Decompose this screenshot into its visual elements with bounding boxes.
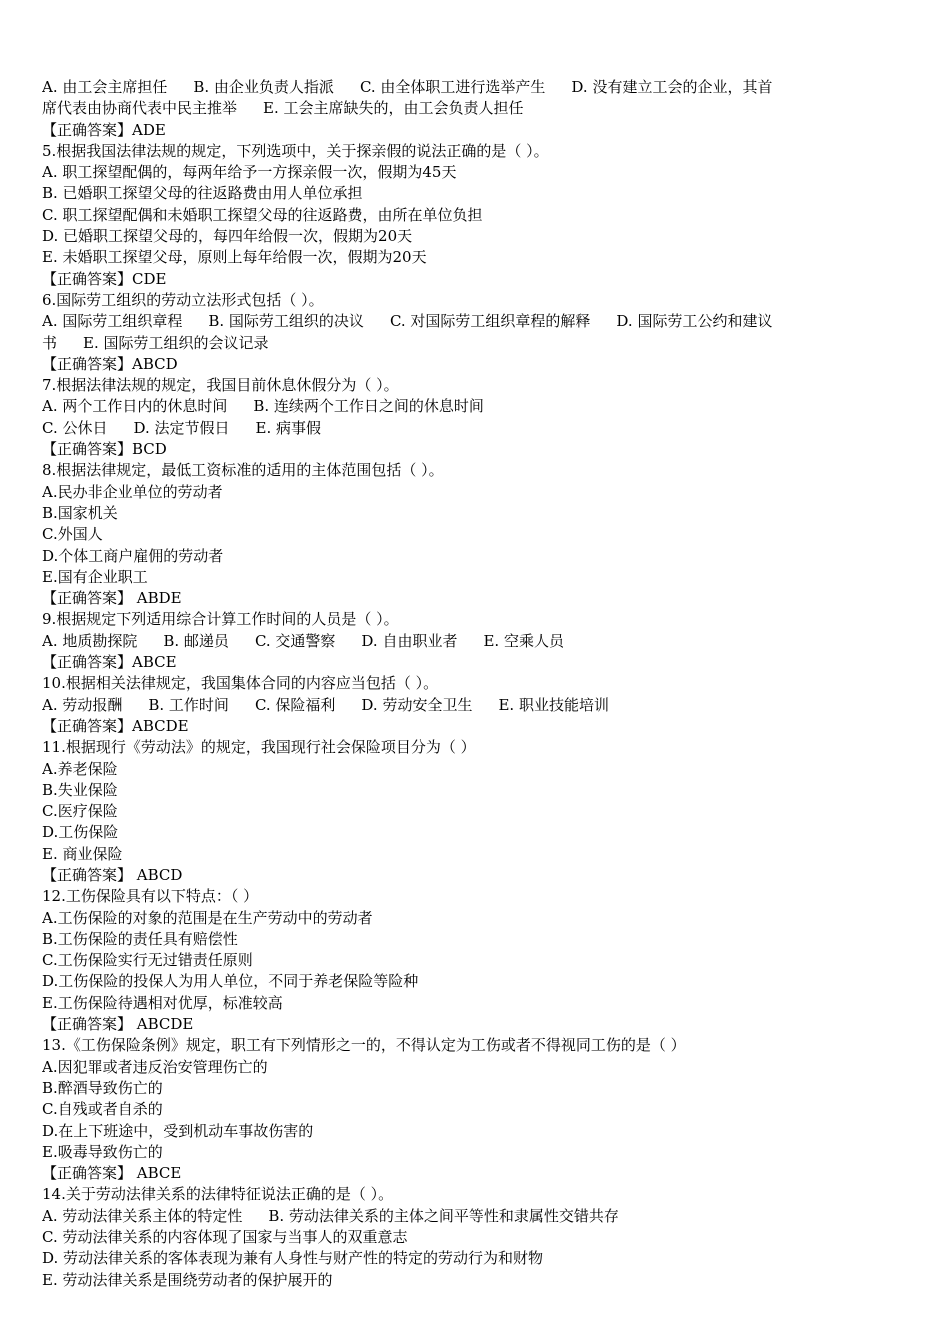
option-line (42, 1206, 910, 1227)
answer-line: 【正确答案】ABCDE (42, 716, 189, 735)
option-text: A. 劳动报酬 (42, 695, 123, 714)
text-line: 8.根据法律规定，最低工资标准的适用的主体范围包括（ ）。 (42, 461, 444, 480)
option-text: B. 工作时间 (148, 695, 229, 714)
option-text: B. 国际劳工组织的决议 (208, 312, 364, 331)
text-line: 5.根据我国法律法规的规定，下列选项中，关于探亲假的说法正确的是（ ）。 (42, 141, 549, 160)
option-line (42, 77, 910, 98)
answer-line: 【正确答案】 ABDE (42, 589, 182, 608)
text-line: 9.根据规定下列适用综合计算工作时间的人员是（ ）。 (42, 610, 399, 629)
text-line: B.工伤保险的责任具有赔偿性 (42, 929, 238, 948)
option-text: E. 工会主席缺失的，由工会负责人担任 (263, 99, 524, 118)
option-text: 书 (42, 333, 58, 352)
text-line: D.工伤保险 (42, 823, 119, 842)
answer-line: 【正确答案】 ABCDE (42, 1015, 194, 1034)
text-line: E. 商业保险 (42, 844, 123, 863)
option-text: D. 没有建立工会的企业，其首 (571, 78, 773, 96)
text-line: B.醉酒导致伤亡的 (42, 1078, 163, 1097)
text-line: C.工伤保险实行无过错责任原则 (42, 951, 253, 970)
option-text: C. 交通警察 (254, 631, 336, 650)
option-text: D. 劳动安全卫生 (361, 695, 473, 714)
text-line: C.医疗保险 (42, 802, 118, 821)
answer-line: 【正确答案】CDE (42, 269, 167, 288)
option-text: A. 两个工作日内的休息时间 (42, 397, 228, 416)
text-line: 12.工伤保险具有以下特点：（ ） (42, 887, 259, 906)
option-text: D. 法定节假日 (133, 418, 230, 437)
option-line (42, 311, 910, 332)
text-line: C.自残或者自杀的 (42, 1100, 163, 1119)
answer-line: 【正确答案】 ABCD (42, 865, 183, 884)
option-text: A. 由工会主席担任 (42, 78, 168, 96)
option-text: C. 保险福利 (254, 695, 336, 714)
text-line: 13.《工伤保险条例》规定，职工有下列情形之一的，不得认定为工伤或者不得视同工伤的是（ ） (42, 1036, 686, 1055)
text-line: E. 未婚职工探望父母，原则上每年给假一次，假期为20天 (42, 248, 427, 267)
text-line: E.吸毒导致伤亡的 (42, 1142, 163, 1161)
option-text: B. 连续两个工作日之间的休息时间 (253, 397, 484, 416)
text-line: C. 职工探望配偶和未婚职工探望父母的往返路费，由所在单位负担 (42, 205, 483, 224)
option-text: E. 国际劳工组织的会议记录 (83, 333, 269, 352)
option-line (42, 631, 910, 652)
answer-line: 【正确答案】ADE (42, 120, 166, 139)
text-line: C.外国人 (42, 525, 103, 544)
text-line: E.工伤保险待遇相对优厚，标准较高 (42, 993, 283, 1012)
text-line: 6.国际劳工组织的劳动立法形式包括（ ）。 (42, 290, 324, 309)
text-line: A.养老保险 (42, 759, 118, 778)
text-line: B. 已婚职工探望父母的往返路费由用人单位承担 (42, 184, 363, 203)
text-line: 14.关于劳动法律关系的法律特征说法正确的是（ ）。 (42, 1185, 394, 1204)
option-line (42, 98, 910, 119)
option-text: D. 国际劳工公约和建议 (616, 312, 773, 331)
text-line: A. 职工探望配偶的，每两年给予一方探亲假一次，假期为45天 (42, 163, 457, 182)
answer-line: 【正确答案】 ABCE (42, 1164, 182, 1183)
option-line (42, 418, 910, 439)
answer-line: 【正确答案】ABCD (42, 354, 178, 373)
option-line (42, 333, 910, 354)
option-text: C. 公休日 (42, 418, 108, 437)
text-line: A.民办非企业单位的劳动者 (42, 482, 223, 501)
text-line: 11.根据现行《劳动法》的规定，我国现行社会保险项目分为（ ） (42, 738, 476, 757)
option-text: A. 劳动法律关系主体的特定性 (42, 1206, 243, 1225)
answer-line: 【正确答案】ABCE (42, 653, 177, 672)
option-line (42, 396, 910, 417)
text-line: D. 已婚职工探望父母的，每四年给假一次，假期为20天 (42, 227, 413, 246)
text-line: D. 劳动法律关系的客体表现为兼有人身性与财产性的特定的劳动行为和财物 (42, 1249, 544, 1268)
text-line: D.工伤保险的投保人为用人单位，不同于养老保险等险种 (42, 972, 419, 991)
text-line: C. 劳动法律关系的内容体现了国家与当事人的双重意志 (42, 1228, 408, 1247)
text-line: D.在上下班途中，受到机动车事故伤害的 (42, 1121, 314, 1140)
text-line: 7.根据法律法规的规定，我国目前休息休假分为（ ）。 (42, 376, 399, 395)
option-text: E. 病事假 (255, 418, 322, 437)
text-line: E. 劳动法律关系是围绕劳动者的保护展开的 (42, 1270, 333, 1289)
option-text: B. 由企业负责人指派 (193, 78, 334, 96)
option-text: B. 劳动法律关系的主体之间平等性和隶属性交错共存 (268, 1206, 619, 1225)
option-text: D. 自由职业者 (361, 631, 458, 650)
text-line: B.失业保险 (42, 780, 118, 799)
text-line: B.国家机关 (42, 503, 118, 522)
option-text: C. 对国际劳工组织章程的解释 (389, 312, 591, 331)
answer-line: 【正确答案】BCD (42, 440, 167, 459)
option-text: B. 邮递员 (163, 631, 229, 650)
text-line: A.工伤保险的对象的范围是在生产劳动中的劳动者 (42, 908, 373, 927)
text-line: 10.根据相关法律规定，我国集体合同的内容应当包括（ ）。 (42, 674, 439, 693)
text-line: E.国有企业职工 (42, 567, 148, 586)
option-text: 席代表由协商代表中民主推举 (42, 99, 238, 118)
text-line: A.因犯罪或者违反治安管理伤亡的 (42, 1057, 268, 1076)
option-text: E. 空乘人员 (483, 631, 564, 650)
text-line: D.个体工商户雇佣的劳动者 (42, 546, 224, 565)
option-text: C. 由全体职工进行选举产生 (359, 78, 546, 96)
option-line (42, 695, 910, 716)
option-text: E. 职业技能培训 (498, 695, 609, 714)
option-text: A. 国际劳工组织章程 (42, 312, 183, 331)
option-text: A. 地质勘探院 (42, 631, 138, 650)
